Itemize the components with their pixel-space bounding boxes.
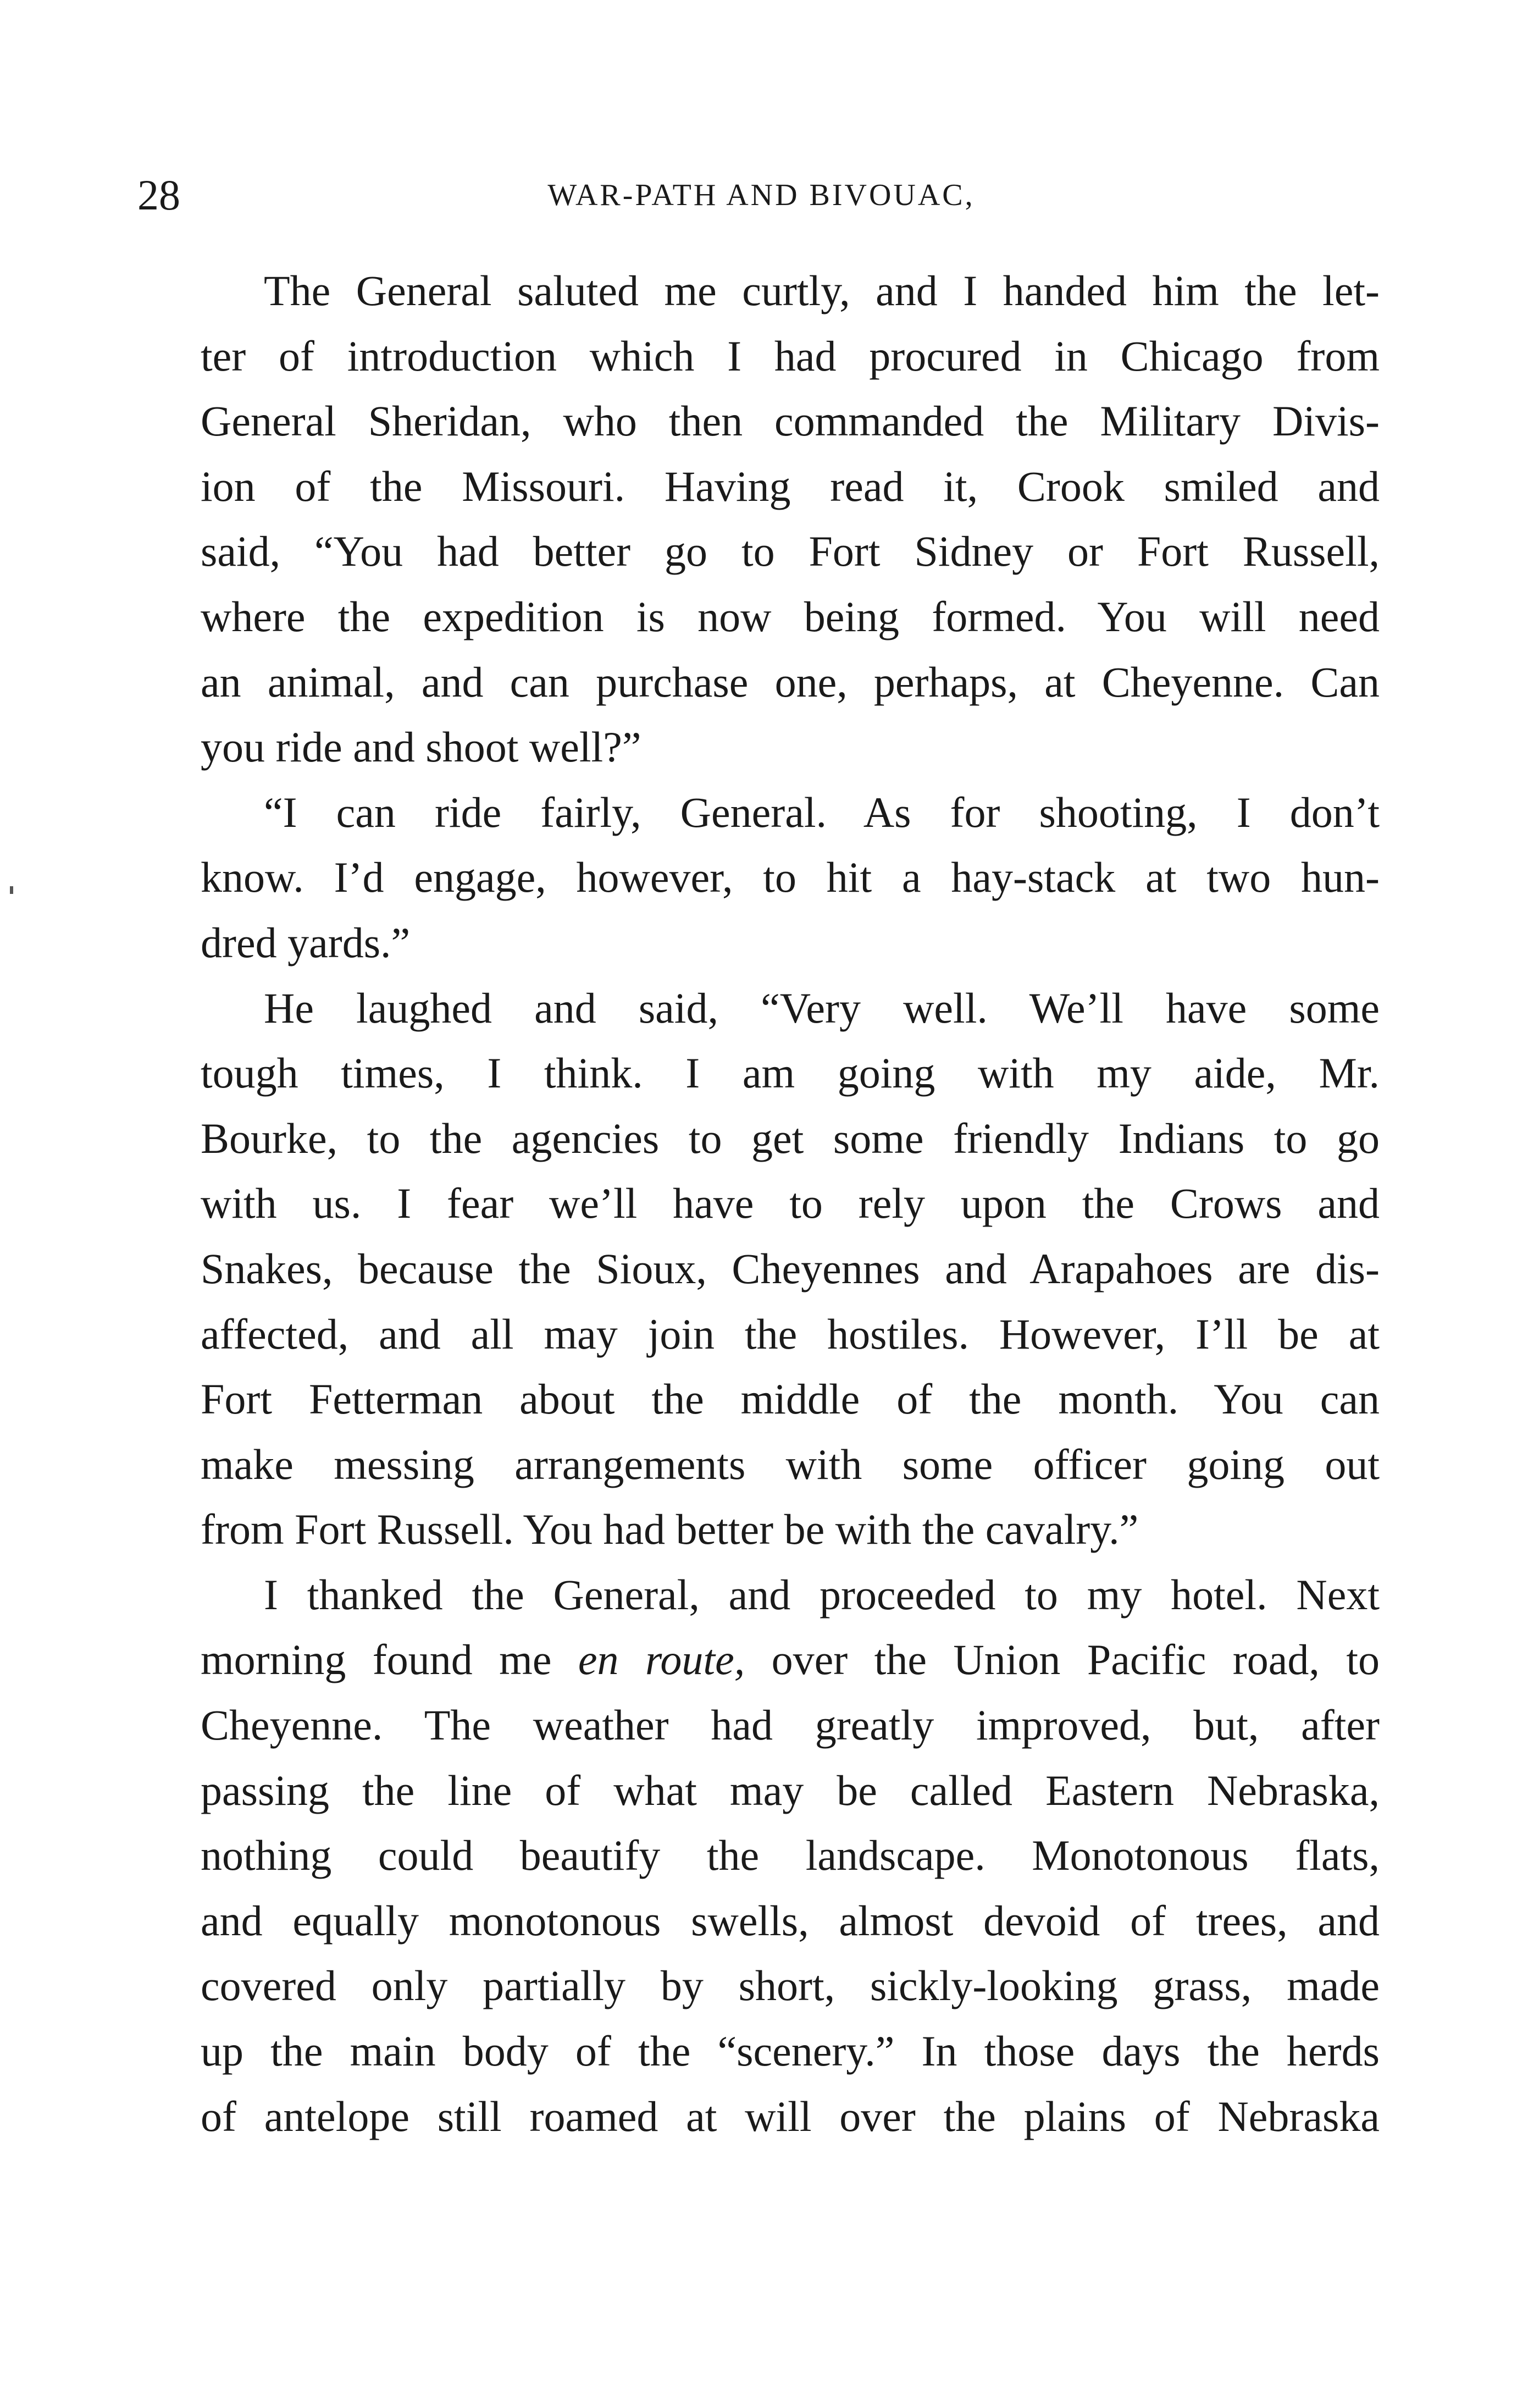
text-line: of antelope still roamed at will over the plains of Nebraska: [201, 2092, 1380, 2140]
text-line: from Fort Russell. You had better be with the cavalry.”: [201, 1505, 1139, 1554]
page-number: 28: [137, 171, 180, 219]
text-line: The General saluted me curtly, and I handed him the let-: [264, 267, 1380, 314]
text-line: “I can ride fairly, General. As for shooting, I don’t: [264, 788, 1380, 836]
text-line: ion of the Missouri. Having read it, Crook smiled and: [201, 462, 1380, 510]
text-line: know. I’d engage, however, to hit a hay-stack at two hun-: [201, 853, 1380, 902]
text-line: with us. I fear we’ll have to rely upon the Crows and: [201, 1179, 1380, 1228]
paragraph: [137, 258, 1380, 780]
text-line: an animal, and can purchase one, perhaps, at Cheyenne. Can: [201, 658, 1380, 706]
text-fragment: over the Union Pacific road, to: [771, 1636, 1380, 1684]
text-line: [137, 1627, 1380, 1693]
text-line: affected, and all may join the hostiles. However, I’ll be at: [201, 1310, 1380, 1358]
text-line: passing the line of what may be called Eastern Nebraska,: [201, 1766, 1380, 1814]
text-fragment: morning found me: [201, 1636, 552, 1684]
text-line: General Sheridan, who then commanded the Military Divis-: [201, 397, 1380, 445]
running-head: [137, 165, 1385, 225]
paragraph: [137, 976, 1380, 1562]
text-line: Snakes, because the Sioux, Cheyennes and Arapahoes are dis-: [201, 1244, 1380, 1293]
text-line: Bourke, to the agencies to get some friendly Indians to go: [201, 1114, 1380, 1162]
text-line: Cheyenne. The weather had greatly improved, but, after: [201, 1701, 1380, 1749]
paragraph: [137, 780, 1380, 976]
text-line: up the main body of the “scenery.” In those days the herds: [201, 2027, 1380, 2075]
text-line: Fort Fetterman about the middle of the month. You can: [201, 1375, 1380, 1423]
body-text: [137, 258, 1380, 2149]
running-title: WAR-PATH AND BIVOUAC,: [547, 178, 975, 212]
text-line: covered only partially by short, sickly-looking grass, made: [201, 1962, 1380, 2010]
text-line: tough times, I think. I am going with my aide, Mr.: [201, 1049, 1380, 1097]
text-line: make messing arrangements with some officer going out: [201, 1440, 1380, 1488]
paragraph: [137, 1562, 1380, 2149]
margin-speck: [10, 886, 13, 894]
text-line: He laughed and said, “Very well. We’ll have some: [264, 984, 1380, 1032]
text-line: said, “You had better go to Fort Sidney or Fort Russell,: [201, 527, 1380, 576]
text-line: dred yards.”: [201, 918, 411, 966]
text-line: nothing could beautify the landscape. Monotonous flats,: [201, 1831, 1380, 1880]
text-line: ter of introduction which I had procured in Chicago from: [201, 332, 1380, 380]
text-line: you ride and shoot well?”: [201, 723, 641, 771]
text-line: where the expedition is now being formed. You will need: [201, 592, 1380, 640]
text-line: and equally monotonous swells, almost devoid of trees, and: [201, 1896, 1380, 1945]
italic-phrase: en route,: [578, 1636, 745, 1684]
text-line: I thanked the General, and proceeded to my hotel. Next: [264, 1570, 1380, 1619]
